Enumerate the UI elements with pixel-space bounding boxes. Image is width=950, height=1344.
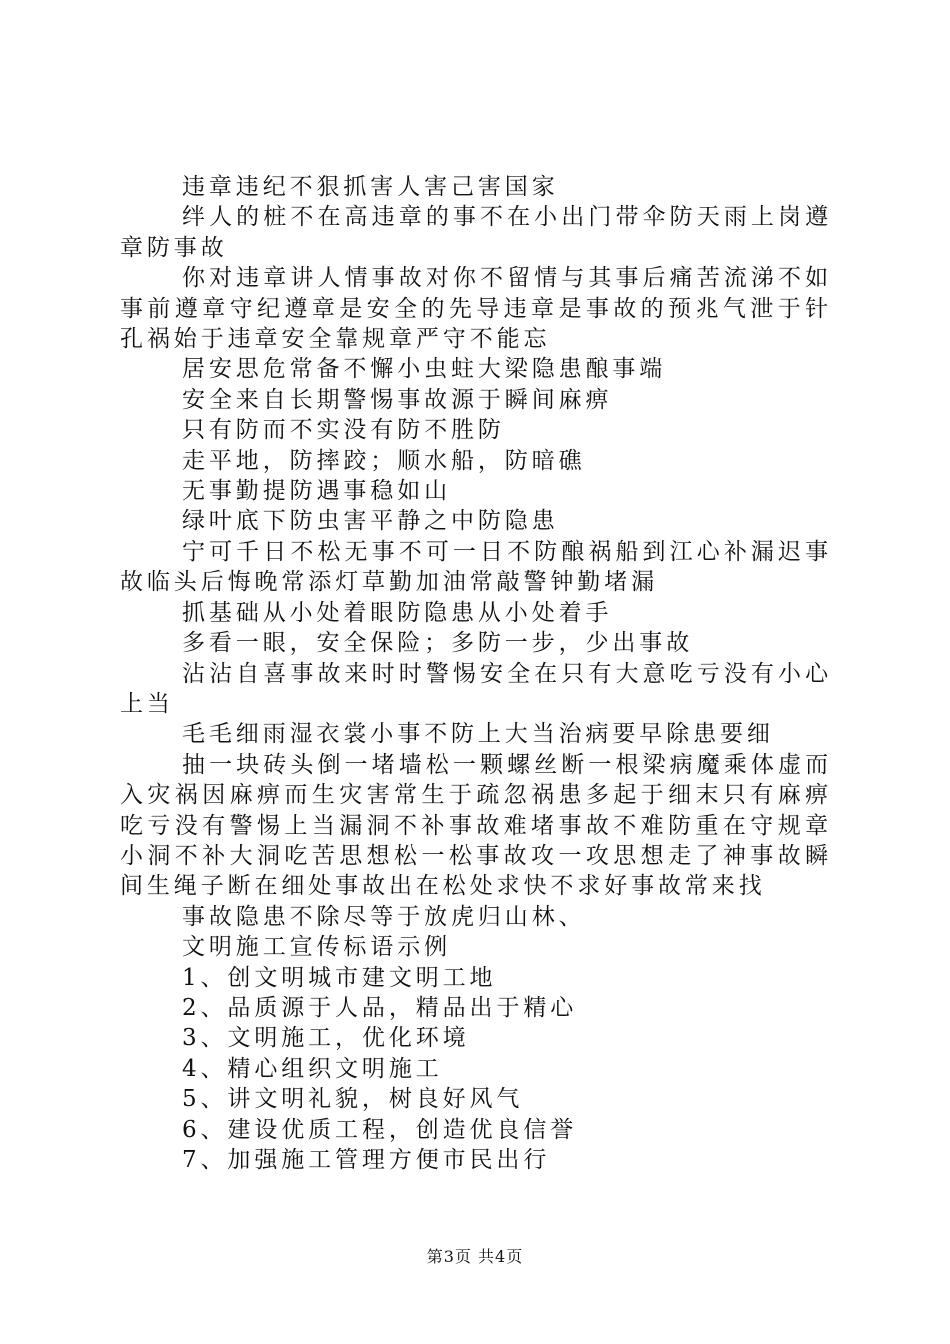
paragraph: 无事勤提防遇事稳如山 <box>182 478 451 505</box>
paragraph: 沾沾自喜事故来时时警惕安全在只有大意吃亏没有小心上当 <box>120 660 832 717</box>
list-item: 6、建设优质工程，创造优良信誉 <box>182 1116 578 1143</box>
paragraph: 绊人的桩不在高违章的事不在小出门带伞防天雨上岗遵章防事故 <box>120 204 832 261</box>
paragraph: 宁可千日不松无事不可一日不防酿祸船到江心补漏迟事故临头后悔晚常添灯草勤加油常敲警钟勤堵漏 <box>120 538 832 596</box>
section-heading: 文明施工宣传标语示例 <box>182 934 451 961</box>
paragraph: 抽一块砖头倒一堵墙松一颗螺丝断一根梁病魔乘体虚而入灾祸因麻痹而生灾害常生于疏忽祸患多起于细末只有麻痹吃亏没有警惕上当漏洞不补事故难堵事故不难防重在守规章小洞不补大洞吃苦思想松一松事故攻一攻思想走了神事故瞬间生绳子断在细处事故出在松处求快不求好事故常来找 <box>120 751 832 900</box>
paragraph: 毛毛细雨湿衣裳小事不防上大当治病要早除患要细 <box>182 721 774 748</box>
paragraph: 绿叶底下防虫害平静之中防隐患 <box>182 508 559 535</box>
list-item: 3、文明施工，优化环境 <box>182 1025 470 1052</box>
paragraph: 多看一眼，安全保险；多防一步，少出事故 <box>182 630 694 657</box>
document-body <box>120 172 832 1175</box>
list-item: 1、创文明城市建文明工地 <box>182 964 497 991</box>
paragraph: 违章违纪不狠抓害人害己害国家 <box>182 174 559 200</box>
paragraph: 安全来自长期警惕事故源于瞬间麻痹 <box>182 386 613 413</box>
paragraph: 居安思危常备不懈小虫蛀大梁隐患酿事端 <box>182 356 667 383</box>
paragraph: 你对违章讲人情事故对你不留情与其事后痛苦流涕不如事前遵章守纪遵章是安全的先导违章是事故的预兆气泄于针孔祸始于违章安全靠规章严守不能忘 <box>120 265 832 353</box>
paragraph: 抓基础从小处着眼防隐患从小处着手 <box>182 599 613 626</box>
paragraph: 走平地，防摔跤；顺水船，防暗礁 <box>182 447 586 474</box>
paragraph: 事故隐患不除尽等于放虎归山林、 <box>182 903 586 930</box>
page-number: 第3页 共4页 <box>426 1247 524 1266</box>
list-item: 5、讲文明礼貌，树良好风气 <box>182 1086 524 1113</box>
paragraph: 只有防而不实没有防不胜防 <box>182 417 505 444</box>
list-item: 2、品质源于人品，精品出于精心 <box>182 994 578 1021</box>
list-item: 4、精心组织文明施工 <box>182 1055 443 1082</box>
list-item: 7、加强施工管理方便市民出行 <box>182 1147 551 1173</box>
